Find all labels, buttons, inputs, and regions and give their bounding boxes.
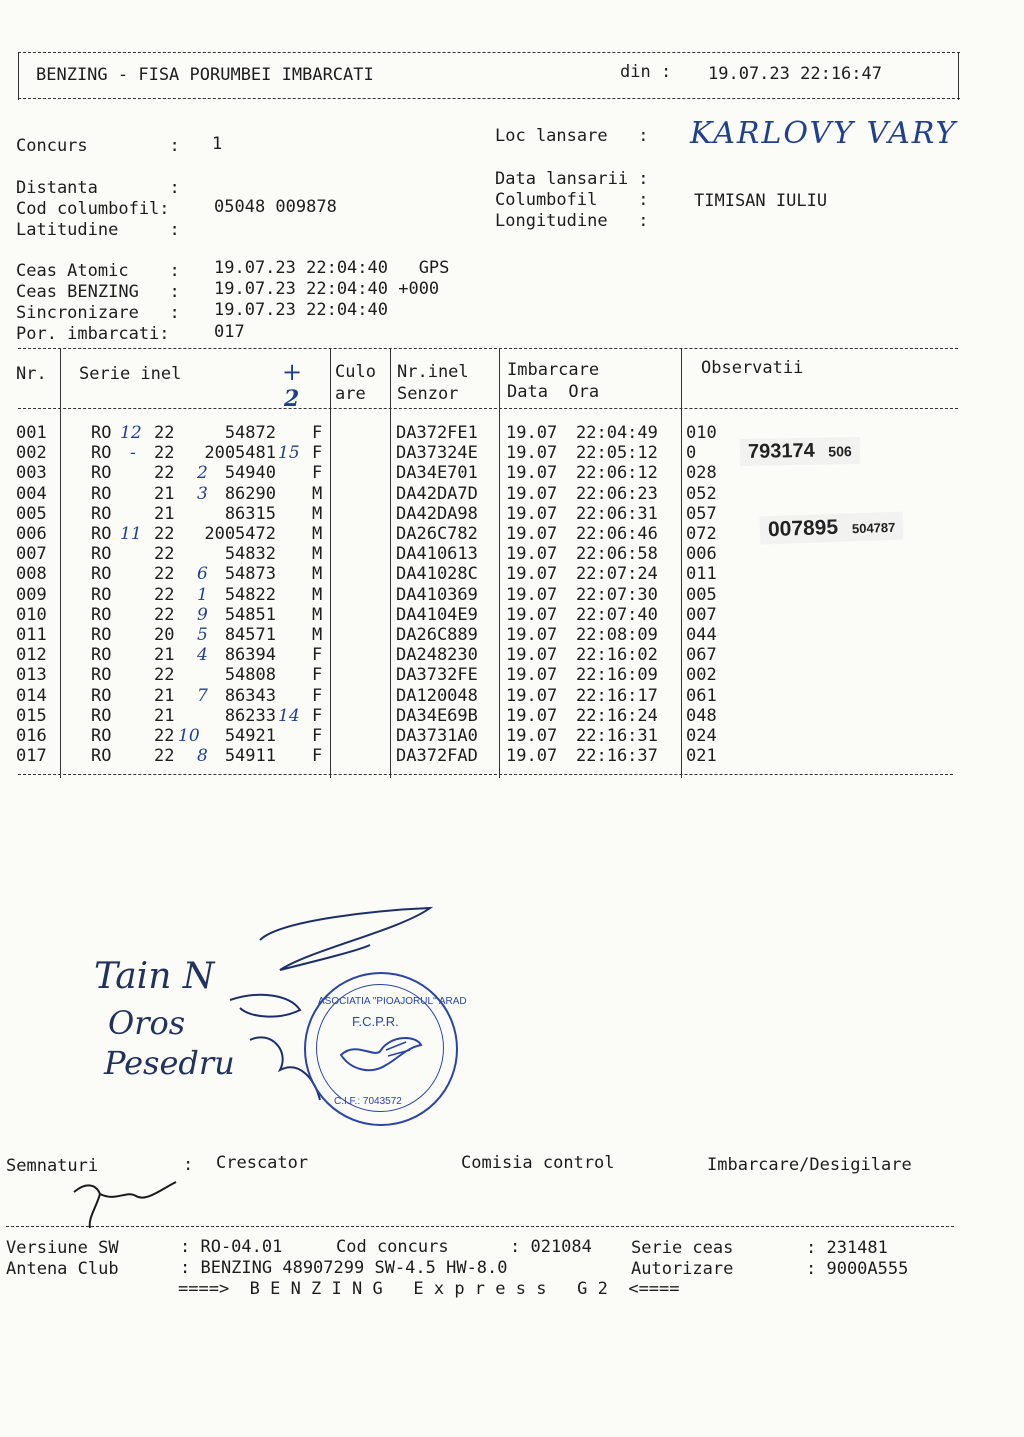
- autorizare-value: : 9000A555: [806, 1259, 909, 1279]
- por-imbarcati-value: 017: [214, 322, 245, 342]
- row-sex: M: [312, 584, 323, 605]
- row-year: 22: [154, 726, 175, 746]
- table-row: [0, 484, 1024, 504]
- row-handwritten-mark: 11: [120, 524, 142, 544]
- table-row: [0, 423, 1024, 443]
- row-ring: 54940: [224, 463, 276, 484]
- row-nr: 012: [16, 645, 47, 666]
- row-sex: M: [312, 524, 323, 544]
- row-nr: 009: [16, 584, 47, 605]
- row-sensor: DA34E69B: [396, 705, 478, 726]
- row-obs: 005: [686, 584, 717, 605]
- table-row: [0, 665, 1024, 685]
- row-handwritten-mark: 12: [120, 423, 142, 443]
- row-date: 19.07: [506, 746, 558, 767]
- row-sensor: DA3732FE: [396, 665, 478, 686]
- row-year: 21: [154, 645, 175, 666]
- row-ring: 54921: [224, 726, 276, 746]
- row-date: 19.07: [506, 524, 558, 544]
- concurs-label: Concurs :: [16, 136, 180, 156]
- row-country: RO: [91, 423, 112, 443]
- header-left-border: [18, 52, 19, 100]
- row-sex: M: [312, 503, 323, 524]
- row-sex: F: [312, 685, 323, 706]
- row-handwritten-mark: 1: [197, 584, 208, 605]
- row-sex: M: [312, 564, 323, 585]
- row-nr: 013: [16, 665, 47, 686]
- row-ring: 54872: [224, 423, 276, 443]
- row-ring: 86233: [224, 705, 276, 726]
- row-sensor: DA37324E: [396, 443, 478, 464]
- association-stamp: [304, 972, 467, 1126]
- row-year: 22: [154, 604, 175, 625]
- row-ring: 2005472: [204, 524, 276, 544]
- row-sex: F: [312, 423, 323, 443]
- table-row: [0, 605, 1024, 625]
- row-obs: 024: [686, 726, 717, 746]
- stamp-middle-text: F.C.P.R.: [352, 1014, 399, 1029]
- row-sensor: DA3731A0: [396, 726, 478, 746]
- row-obs: 0: [686, 443, 697, 464]
- row-country: RO: [91, 685, 112, 706]
- cod-concurs-label: Cod concurs: [336, 1237, 449, 1257]
- ceas-benzing-label: Ceas BENZING :: [16, 282, 180, 302]
- row-handwritten-mark: -: [130, 443, 136, 464]
- loc-lansare-label: Loc lansare :: [495, 126, 649, 146]
- row-year: 22: [154, 564, 175, 585]
- versiune-label: Versiune SW: [6, 1238, 119, 1258]
- row-nr: 016: [16, 726, 47, 746]
- distanta-label: Distanta :: [16, 178, 180, 198]
- row-nr: 010: [16, 604, 47, 625]
- row-obs: 044: [686, 625, 717, 645]
- row-ring: 54911: [224, 746, 276, 767]
- row-sex: M: [312, 483, 323, 504]
- row-handwritten-mark-2: 15: [278, 443, 300, 464]
- semnaturi-label: Semnaturi: [6, 1156, 99, 1176]
- stamp-bottom-text: C.I.F.: 7043572: [334, 1096, 402, 1107]
- row-sex: M: [312, 604, 323, 625]
- row-sensor: DA372FE1: [396, 423, 478, 443]
- row-nr: 001: [16, 423, 47, 443]
- sticker-2: [760, 512, 904, 545]
- row-country: RO: [91, 645, 112, 666]
- row-date: 19.07: [506, 705, 558, 726]
- row-time: 22:06:31: [576, 503, 658, 524]
- stamp-top-text: ASOCIATIA "PIOAJORUL" ARAD: [318, 996, 467, 1007]
- row-year: 22: [154, 584, 175, 605]
- row-time: 22:16:31: [576, 726, 658, 746]
- row-sex: F: [312, 443, 323, 464]
- concurs-value: 1: [212, 134, 223, 154]
- row-sex: F: [312, 665, 323, 686]
- th-inel-1: Nr.inel: [397, 362, 469, 382]
- handwritten-name-1: Tain N: [94, 956, 215, 997]
- columbofil-value: TIMISAN IULIU: [694, 191, 828, 211]
- row-obs: 048: [686, 705, 717, 726]
- cod-concurs-value: : 021084: [510, 1237, 592, 1257]
- row-date: 19.07: [506, 564, 558, 585]
- table-row: [0, 443, 1024, 463]
- th-data-ora: Data Ora: [507, 382, 600, 402]
- table-row: [0, 564, 1024, 584]
- columbofil-label: Columbofil :: [495, 190, 649, 210]
- row-year: 21: [154, 685, 175, 706]
- row-obs: 067: [686, 645, 717, 666]
- table-row: [0, 686, 1024, 706]
- antena-label: Antena Club: [6, 1259, 119, 1279]
- row-date: 19.07: [506, 625, 558, 645]
- table-row: [0, 726, 1024, 746]
- row-time: 22:16:09: [576, 665, 658, 686]
- row-date: 19.07: [506, 685, 558, 706]
- row-year: 21: [154, 503, 175, 524]
- table-row: [0, 463, 1024, 483]
- sticker-1-main: 793174: [747, 439, 815, 463]
- row-country: RO: [91, 604, 112, 625]
- row-obs: 072: [686, 524, 717, 544]
- longitudine-label: Longitudine :: [495, 211, 649, 231]
- row-ring: 86315: [224, 503, 276, 524]
- row-country: RO: [91, 726, 112, 746]
- row-time: 22:06:58: [576, 544, 658, 565]
- sticker-2-main: 007895: [767, 515, 839, 542]
- row-year: 22: [154, 524, 175, 544]
- row-nr: 011: [16, 625, 47, 645]
- autorizare-label: Autorizare: [631, 1259, 734, 1279]
- row-date: 19.07: [506, 544, 558, 565]
- row-time: 22:06:12: [576, 463, 658, 484]
- row-date: 19.07: [506, 726, 558, 746]
- row-obs: 007: [686, 604, 717, 625]
- row-time: 22:07:30: [576, 584, 658, 605]
- row-handwritten-mark: 5: [197, 625, 208, 645]
- row-ring: 54873: [224, 564, 276, 585]
- row-year: 22: [154, 746, 175, 767]
- row-handwritten-mark: 9: [197, 604, 208, 625]
- row-time: 22:07:24: [576, 564, 658, 585]
- row-sensor: DA410369: [396, 584, 478, 605]
- row-sensor: DA4104E9: [396, 604, 478, 625]
- crescator-label: Crescator: [216, 1153, 309, 1173]
- th-nr: Nr.: [16, 364, 47, 384]
- row-country: RO: [91, 463, 112, 484]
- sincronizare-label: Sincronizare :: [16, 303, 180, 323]
- row-sex: F: [312, 463, 323, 484]
- row-date: 19.07: [506, 584, 558, 605]
- row-handwritten-mark: 4: [197, 645, 208, 666]
- th-observatii: Observatii: [701, 358, 804, 378]
- row-handwritten-mark: 2: [197, 463, 208, 484]
- cod-columbofil-value: 05048 009878: [214, 197, 337, 217]
- row-obs: 057: [686, 503, 717, 524]
- th-culoare-2: are: [335, 384, 366, 404]
- table-row: [0, 706, 1024, 726]
- serie-ceas-value: : 231481: [806, 1238, 888, 1258]
- sticker-2-small: 504787: [851, 519, 896, 537]
- row-sensor: DA120048: [396, 685, 478, 706]
- din-label: din :: [620, 62, 672, 82]
- row-handwritten-mark: 8: [197, 746, 208, 767]
- row-sensor: DA372FAD: [396, 746, 478, 767]
- row-year: 22: [154, 423, 175, 443]
- row-sex: F: [312, 645, 323, 666]
- row-year: 20: [154, 625, 175, 645]
- row-date: 19.07: [506, 463, 558, 484]
- row-date: 19.07: [506, 423, 558, 443]
- table-bottom-border: [18, 774, 953, 775]
- row-ring: 54822: [224, 584, 276, 605]
- row-nr: 008: [16, 564, 47, 585]
- row-sensor: DA34E701: [396, 463, 478, 484]
- row-obs: 011: [686, 564, 717, 585]
- row-date: 19.07: [506, 665, 558, 686]
- table-row: [0, 585, 1024, 605]
- row-ring: 54808: [224, 665, 276, 686]
- ceas-atomic-label: Ceas Atomic :: [16, 261, 180, 281]
- th-serie-inel: Serie inel: [79, 364, 182, 384]
- row-time: 22:06:23: [576, 483, 658, 504]
- row-country: RO: [91, 564, 112, 585]
- page-title: BENZING - FISA PORUMBEI IMBARCATI: [36, 65, 374, 85]
- row-ring: 84571: [224, 625, 276, 645]
- row-year: 21: [154, 483, 175, 504]
- row-obs: 006: [686, 544, 717, 565]
- row-ring: 54851: [224, 604, 276, 625]
- row-ring: 86343: [224, 685, 276, 706]
- breeder-signature: [66, 1172, 186, 1232]
- header-bottom-border: [18, 98, 960, 99]
- row-handwritten-mark: 6: [197, 564, 208, 585]
- row-obs: 021: [686, 746, 717, 767]
- row-handwritten-mark: 3: [197, 483, 208, 504]
- row-time: 22:04:49: [576, 423, 658, 443]
- row-date: 19.07: [506, 443, 558, 464]
- row-handwritten-mark-2: 14: [278, 705, 300, 726]
- row-country: RO: [91, 625, 112, 645]
- th-inel-2: Senzor: [397, 384, 459, 404]
- row-sex: F: [312, 726, 323, 746]
- header-right-border: [958, 52, 959, 100]
- row-ring: 54832: [224, 544, 276, 565]
- row-sensor: DA26C782: [396, 524, 478, 544]
- din-value: 19.07.23 22:16:47: [708, 64, 882, 84]
- row-obs: 061: [686, 685, 717, 706]
- row-country: RO: [91, 746, 112, 767]
- row-handwritten-mark: 7: [197, 685, 208, 706]
- row-time: 22:16:24: [576, 705, 658, 726]
- row-nr: 017: [16, 746, 47, 767]
- row-nr: 015: [16, 705, 47, 726]
- row-country: RO: [91, 443, 112, 464]
- row-sensor: DA410613: [396, 544, 478, 565]
- imbarcare-desigilare-label: Imbarcare/Desigilare: [707, 1155, 912, 1175]
- row-year: 22: [154, 544, 175, 565]
- row-date: 19.07: [506, 483, 558, 504]
- row-sex: M: [312, 544, 323, 565]
- sincronizare-value: 19.07.23 22:04:40: [214, 300, 388, 320]
- serie-ceas-label: Serie ceas: [631, 1238, 734, 1258]
- th-hand-top: +: [282, 358, 303, 386]
- sticker-1: [740, 437, 860, 466]
- row-time: 22:06:46: [576, 524, 658, 544]
- row-time: 22:08:09: [576, 625, 658, 645]
- row-ring: 86394: [224, 645, 276, 666]
- th-hand-bottom: 2: [284, 386, 300, 412]
- row-sensor: DA42DA98: [396, 503, 478, 524]
- row-year: 22: [154, 463, 175, 484]
- loc-lansare-handwritten: KARLOVY VARY: [690, 116, 958, 151]
- row-time: 22:16:37: [576, 746, 658, 767]
- row-country: RO: [91, 705, 112, 726]
- brand-line: ====> B E N Z I N G E x p r e s s G 2 <====: [178, 1279, 680, 1299]
- header-top-border: [18, 52, 960, 53]
- row-country: RO: [91, 584, 112, 605]
- row-sex: M: [312, 625, 323, 645]
- ceas-atomic-value: 19.07.23 22:04:40 GPS: [214, 258, 450, 278]
- semnaturi-colon: :: [183, 1155, 194, 1175]
- row-date: 19.07: [506, 645, 558, 666]
- th-culoare-1: Culo: [335, 362, 376, 382]
- row-ring: 86290: [224, 483, 276, 504]
- row-sensor: DA26C889: [396, 625, 478, 645]
- row-sensor: DA41028C: [396, 564, 478, 585]
- row-country: RO: [91, 503, 112, 524]
- row-obs: 010: [686, 423, 717, 443]
- table-row: [0, 625, 1024, 645]
- row-sensor: DA248230: [396, 645, 478, 666]
- row-country: RO: [91, 483, 112, 504]
- row-year: 22: [154, 443, 175, 464]
- footer-top-border: [6, 1226, 954, 1227]
- row-country: RO: [91, 665, 112, 686]
- row-nr: 004: [16, 483, 47, 504]
- latitudine-label: Latitudine :: [16, 220, 180, 240]
- row-nr: 003: [16, 463, 47, 484]
- row-nr: 007: [16, 544, 47, 565]
- row-time: 22:05:12: [576, 443, 658, 464]
- row-nr: 002: [16, 443, 47, 464]
- table-top-border: [18, 348, 958, 349]
- row-nr: 014: [16, 685, 47, 706]
- row-sensor: DA42DA7D: [396, 483, 478, 504]
- versiune-value: : RO-04.01: [180, 1237, 283, 1257]
- row-year: 22: [154, 665, 175, 686]
- sticker-1-small: 506: [828, 443, 852, 460]
- row-sex: F: [312, 746, 323, 767]
- row-obs: 002: [686, 665, 717, 686]
- table-row: [0, 746, 1024, 766]
- data-lansarii-label: Data lansarii :: [495, 169, 649, 189]
- row-ring: 2005481: [204, 443, 276, 464]
- row-time: 22:16:02: [576, 645, 658, 666]
- row-nr: 005: [16, 503, 47, 524]
- th-imbarcare: Imbarcare: [507, 360, 600, 380]
- row-time: 22:16:17: [576, 685, 658, 706]
- handwritten-name-3: Pesedru: [104, 1044, 235, 1082]
- row-date: 19.07: [506, 604, 558, 625]
- table-row: [0, 645, 1024, 665]
- por-imbarcati-label: Por. imbarcati:: [16, 324, 170, 344]
- row-obs: 028: [686, 463, 717, 484]
- table-header-bottom-border: [18, 408, 958, 409]
- row-obs: 052: [686, 483, 717, 504]
- handwritten-name-2: Oros: [108, 1004, 186, 1042]
- row-time: 22:07:40: [576, 604, 658, 625]
- antena-value: : BENZING 48907299 SW-4.5 HW-8.0: [180, 1258, 508, 1278]
- ceas-benzing-value: 19.07.23 22:04:40 +000: [214, 279, 440, 299]
- row-date: 19.07: [506, 503, 558, 524]
- table-row: [0, 544, 1024, 564]
- cod-columbofil-label: Cod columbofil:: [16, 199, 170, 219]
- dove-icon: [336, 1030, 426, 1080]
- row-handwritten-mark: 10: [178, 726, 200, 746]
- row-country: RO: [91, 544, 112, 565]
- row-sex: F: [312, 705, 323, 726]
- row-nr: 006: [16, 524, 47, 544]
- comisia-label: Comisia control: [461, 1153, 615, 1173]
- row-year: 21: [154, 705, 175, 726]
- row-country: RO: [91, 524, 112, 544]
